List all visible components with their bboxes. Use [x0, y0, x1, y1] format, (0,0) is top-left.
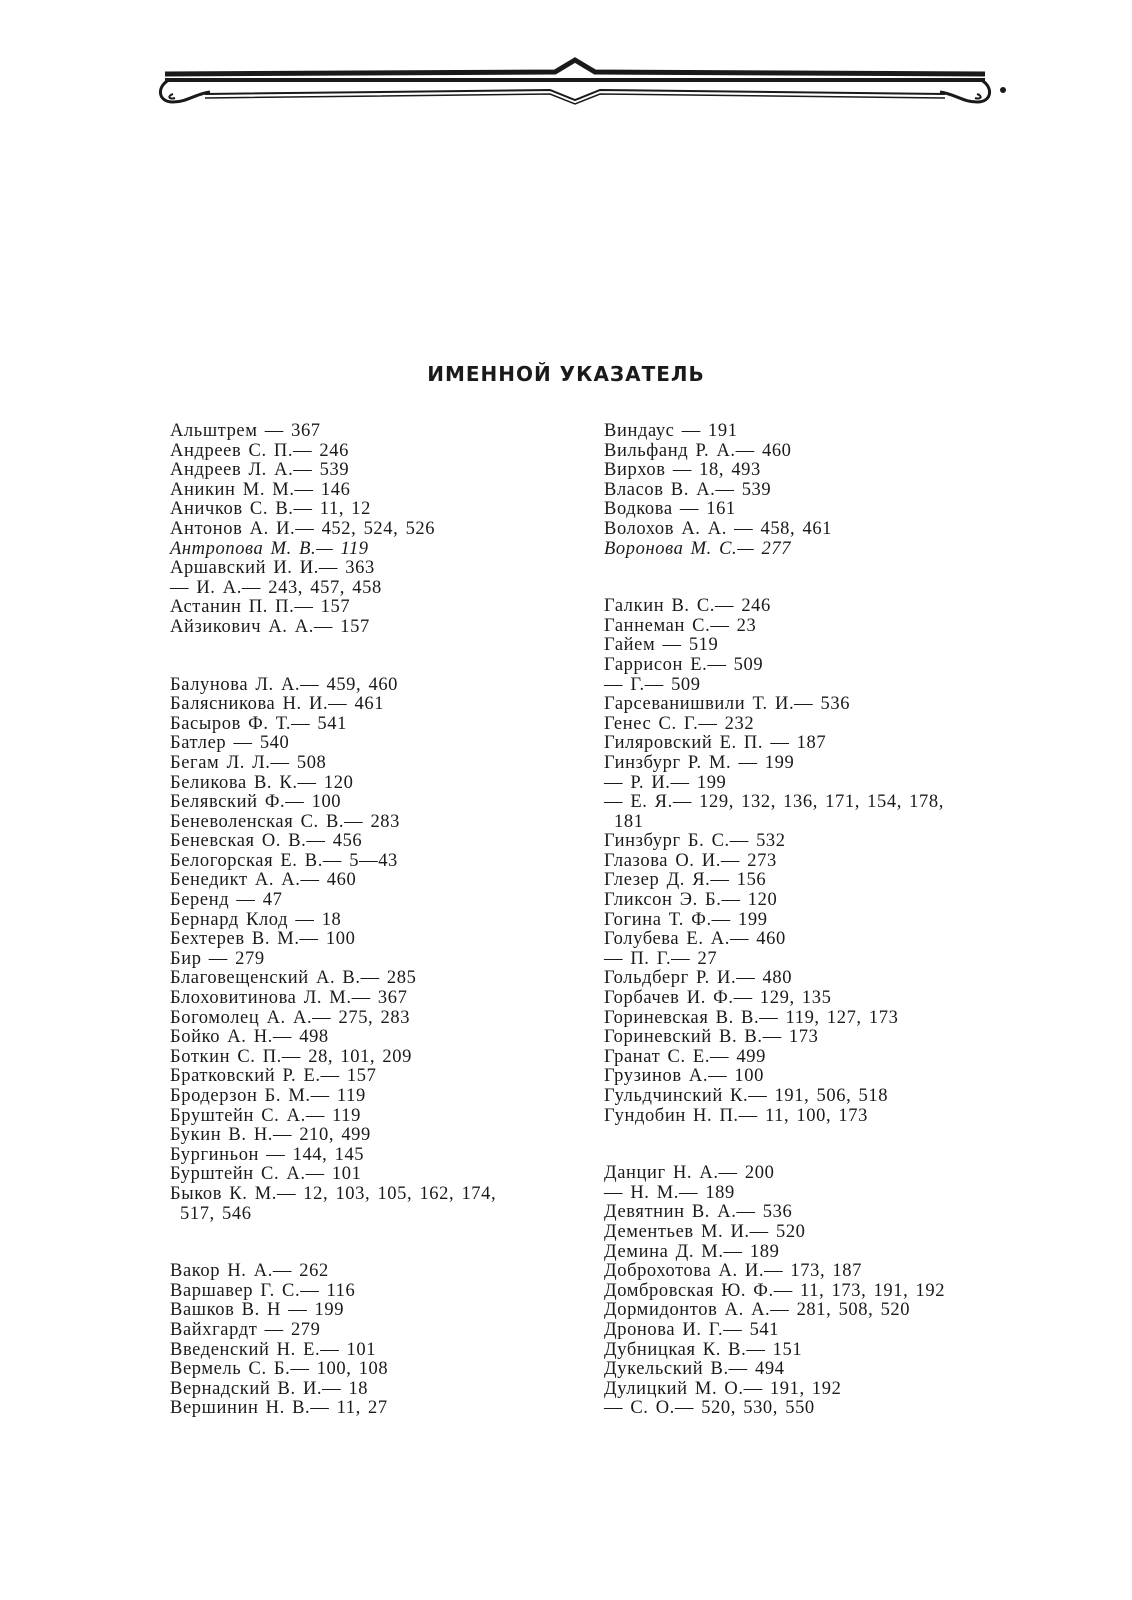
index-entry: Беневоленская С. В.— 283	[170, 811, 400, 832]
index-entry: Гранат С. Е.— 499	[604, 1046, 766, 1067]
index-entry: — С. О.— 520, 530, 550	[604, 1398, 815, 1419]
group-separator	[170, 1224, 570, 1262]
index-entry: Грузинов А.— 100	[604, 1066, 764, 1087]
index-entry: Бродерзон Б. М.— 119	[170, 1086, 366, 1106]
index-entry: Букин В. Н.— 210, 499	[170, 1125, 371, 1146]
index-entry: Айзикович А. А.— 157	[170, 616, 370, 637]
index-entry: Генес С. Г.— 232	[604, 713, 755, 734]
index-entry: Горбачев И. Ф.— 129, 135	[604, 988, 832, 1009]
index-entry: Гиляровский Е. П. — 187	[604, 733, 827, 754]
index-entry: Басыров Ф. Т.— 541	[170, 713, 347, 734]
index-entry: Блоховитинова Л. М.— 367	[170, 988, 408, 1009]
index-entry: Балунова Л. А.— 459, 460	[170, 674, 399, 695]
index-entry: Вайхгардт — 279	[170, 1319, 321, 1340]
index-entry: Гориневская В. В.— 119, 127, 173	[604, 1007, 899, 1028]
index-entry: Гинзбург Б. С.— 532	[604, 831, 786, 852]
index-entry: Девятнин В. А.— 536	[604, 1202, 793, 1223]
index-entry: Гольдберг Р. И.— 480	[604, 968, 793, 989]
index-entry: Астанин П. П.— 157	[170, 597, 351, 618]
index-entry: Бенедикт А. А.— 460	[170, 870, 357, 891]
index-entry: Беликова В. К.— 120	[170, 772, 354, 793]
index-entry: Гундобин Н. П.— 11, 100, 173	[604, 1105, 868, 1126]
index-entry: Бургиньон — 144, 145	[170, 1144, 365, 1165]
index-entry: Дулицкий М. О.— 191, 192	[604, 1378, 842, 1399]
index-column-right	[604, 422, 1014, 1419]
index-entry: Андреев С. П.— 246	[170, 440, 349, 461]
index-entry: Аникин М. М.— 146	[170, 479, 351, 500]
index-entry: Вакор Н. А.— 262	[170, 1261, 329, 1282]
index-entry: Быков К. М.— 12, 103, 105, 162, 174,	[170, 1183, 497, 1204]
index-entry: Дронова И. Г.— 541	[604, 1319, 780, 1340]
index-entry: Белявский Ф.— 100	[170, 792, 342, 813]
index-entry: Богомолец А. А.— 275, 283	[170, 1007, 411, 1028]
index-column-left	[170, 422, 570, 1419]
index-entry: Данциг Н. А.— 200	[604, 1163, 775, 1184]
index-entry: Вильфанд Р. А.— 460	[604, 440, 792, 461]
index-entry: Бойко А. Н.— 498	[170, 1027, 329, 1048]
index-entry: Беренд — 47	[170, 890, 283, 911]
index-entry: Бир — 279	[170, 948, 265, 969]
group-separator	[170, 638, 570, 676]
decorative-rule-icon	[155, 52, 1035, 112]
index-entry: Дубницкая К. В.— 151	[604, 1339, 803, 1360]
index-entry: Братковский Р. Е.— 157	[170, 1066, 377, 1087]
index-entry: Андреев Л. А.— 539	[170, 460, 350, 481]
index-entry: Бернард Клод — 18	[170, 909, 342, 930]
index-entry: Власов В. А.— 539	[604, 479, 772, 500]
index-entry: Вершинин Н. В.— 11, 27	[170, 1398, 388, 1419]
index-entry: Гайем — 519	[604, 635, 719, 656]
index-entry: — П. Г.— 27	[604, 948, 718, 969]
index-entry: Антропова М. В.— 119	[170, 538, 369, 559]
index-entry: 517, 546	[180, 1203, 252, 1224]
index-entry: Гликсон Э. Б.— 120	[604, 890, 778, 911]
index-entry: Бруштейн С. А.— 119	[170, 1105, 362, 1126]
index-entry: Голубева Е. А.— 460	[604, 929, 786, 950]
index-entry: Гульдчинский К.— 191, 506, 518	[604, 1086, 889, 1106]
index-entry: 181	[614, 811, 644, 832]
index-entry: Аничков С. В.— 11, 12	[170, 499, 371, 520]
index-entry: Ганнеман С.— 23	[604, 615, 757, 636]
index-entry: Бурштейн С. А.— 101	[170, 1164, 362, 1185]
index-entry: Благовещенский А. В.— 285	[170, 968, 417, 989]
index-entry: Глазова О. И.— 273	[604, 850, 777, 871]
index-entry: Варшавер Г. С.— 116	[170, 1280, 356, 1301]
index-entry: Аршавский И. И.— 363	[170, 558, 375, 579]
index-entry: Виндаус — 191	[604, 421, 738, 441]
index-entry: Балясникова Н. И.— 461	[170, 694, 385, 715]
index-entry: Гарсеванишвили Т. И.— 536	[604, 694, 851, 715]
index-entry: Белогорская Е. В.— 5—43	[170, 850, 398, 871]
index-entry: Водкова — 161	[604, 499, 736, 520]
group-separator	[604, 559, 1014, 597]
index-entry: Глезер Д. Я.— 156	[604, 870, 767, 891]
index-entry: Дукельский В.— 494	[604, 1359, 785, 1380]
index-entry: Вирхов — 18, 493	[604, 460, 761, 481]
group-separator	[604, 1126, 1014, 1164]
index-entry: Дормидонтов А. А.— 281, 508, 520	[604, 1300, 911, 1321]
index-entry: Доброхотова А. И.— 173, 187	[604, 1261, 862, 1282]
index-entry: Беневская О. В.— 456	[170, 831, 363, 852]
index-entry: Гаррисон Е.— 509	[604, 654, 764, 675]
index-entry: Антонов А. И.— 452, 524, 526	[170, 518, 436, 539]
index-entry: — Н. М.— 189	[604, 1182, 735, 1203]
index-entry: Бегам Л. Л.— 508	[170, 752, 327, 773]
index-entry: Вернадский В. И.— 18	[170, 1378, 369, 1399]
index-entry: — Г.— 509	[604, 674, 701, 695]
index-entry: Введенский Н. Е.— 101	[170, 1339, 377, 1360]
index-entry: — И. А.— 243, 457, 458	[170, 577, 382, 598]
index-entry: Дементьев М. И.— 520	[604, 1221, 806, 1242]
index-entry: Волохов А. А. — 458, 461	[604, 518, 833, 539]
index-entry: Воронова М. С.— 277	[604, 538, 792, 559]
index-entry: Бехтерев В. М.— 100	[170, 929, 356, 950]
page-title: ИМЕННОЙ УКАЗАТЕЛЬ	[427, 362, 705, 386]
index-entry: Гогина Т. Ф.— 199	[604, 909, 768, 930]
index-entry: Боткин С. П.— 28, 101, 209	[170, 1046, 412, 1067]
index-entry: Гориневский В. В.— 173	[604, 1027, 819, 1048]
index-entry: Гинзбург Р. М. — 199	[604, 752, 795, 773]
index-entry: — Р. И.— 199	[604, 772, 727, 793]
index-entry: Батлер — 540	[170, 733, 290, 754]
index-entry: Демина Д. М.— 189	[604, 1241, 780, 1262]
index-entry: — Е. Я.— 129, 132, 136, 171, 154, 178,	[604, 792, 944, 813]
index-entry: Галкин В. С.— 246	[604, 596, 771, 617]
index-entry: Вермель С. Б.— 100, 108	[170, 1359, 389, 1380]
index-entry: Вашков В. Н — 199	[170, 1300, 345, 1321]
index-entry: Домбровская Ю. Ф.— 11, 173, 191, 192	[604, 1280, 946, 1301]
index-entry: Альштрем — 367	[170, 421, 321, 441]
